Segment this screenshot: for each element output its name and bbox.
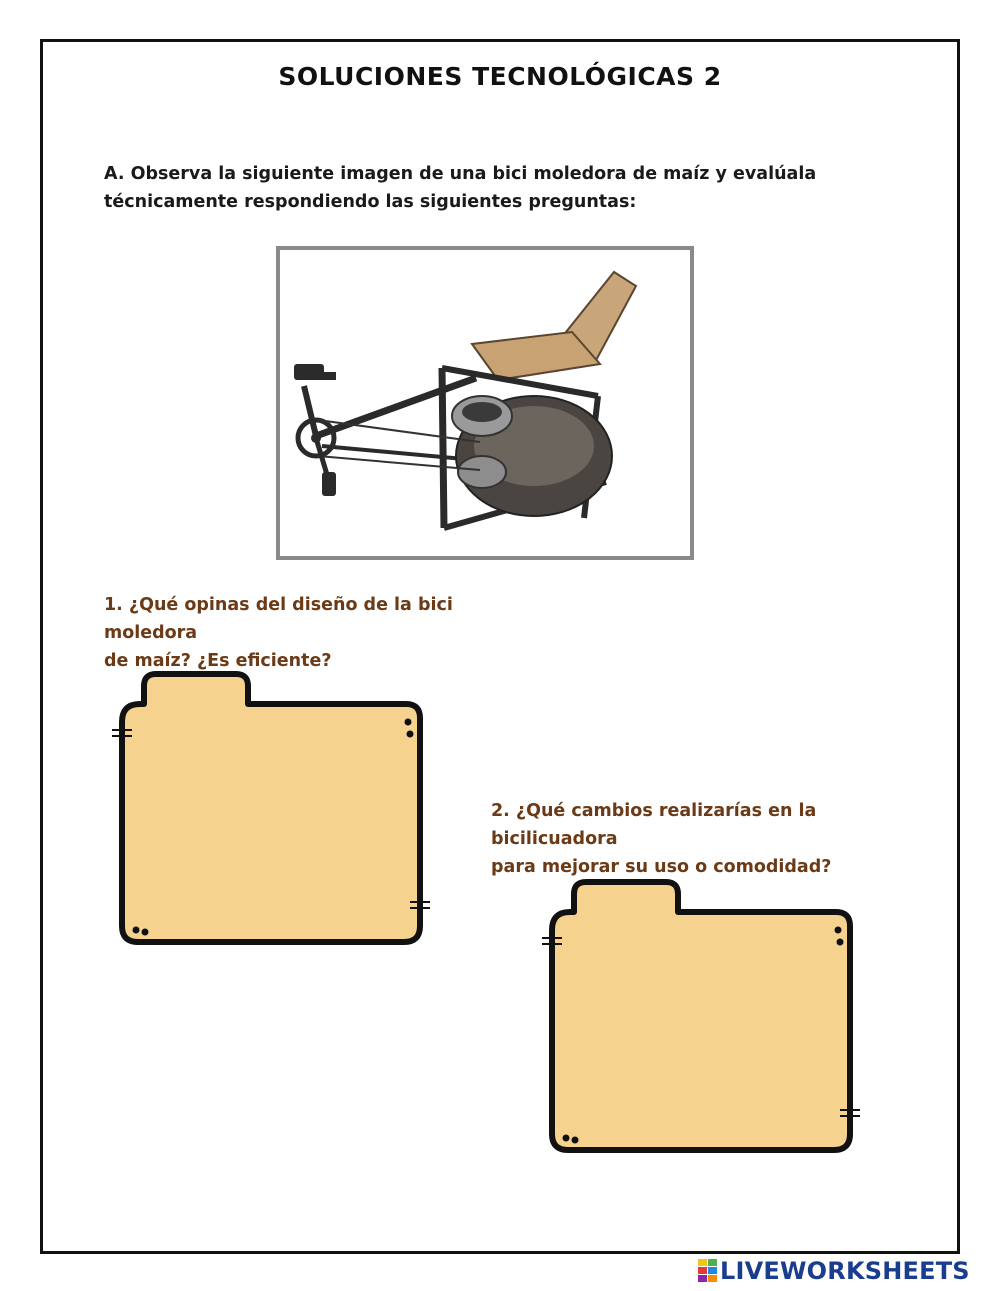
question-1-line-1: 1. ¿Qué opinas del diseño de la bici moledora (104, 595, 453, 643)
instruction-text: A. Observa la siguiente imagen de una bici moledora de maíz y evalúala técnicamente respondiendo las siguientes preguntas: (104, 164, 817, 212)
liveworksheets-logo (696, 1256, 970, 1286)
brand-name: LIVEWORKSHEETS (720, 1257, 970, 1285)
page-title: SOLUCIONES TECNOLÓGICAS 2 (278, 62, 722, 91)
answer-box-1[interactable] (108, 668, 438, 953)
question-2-line-1: 2. ¿Qué cambios realizarías en la bicilicuadora (491, 801, 817, 849)
liveworksheets-blocks-icon (696, 1258, 720, 1284)
answer-box-2[interactable] (538, 876, 868, 1161)
question-1-line-2: de maíz? ¿Es eficiente? (104, 651, 332, 671)
question-1 (104, 591, 524, 675)
bicycle-corn-mill-photo (276, 246, 694, 560)
question-2 (491, 797, 931, 881)
question-2-line-2: para mejorar su uso o comodidad? (491, 857, 832, 877)
